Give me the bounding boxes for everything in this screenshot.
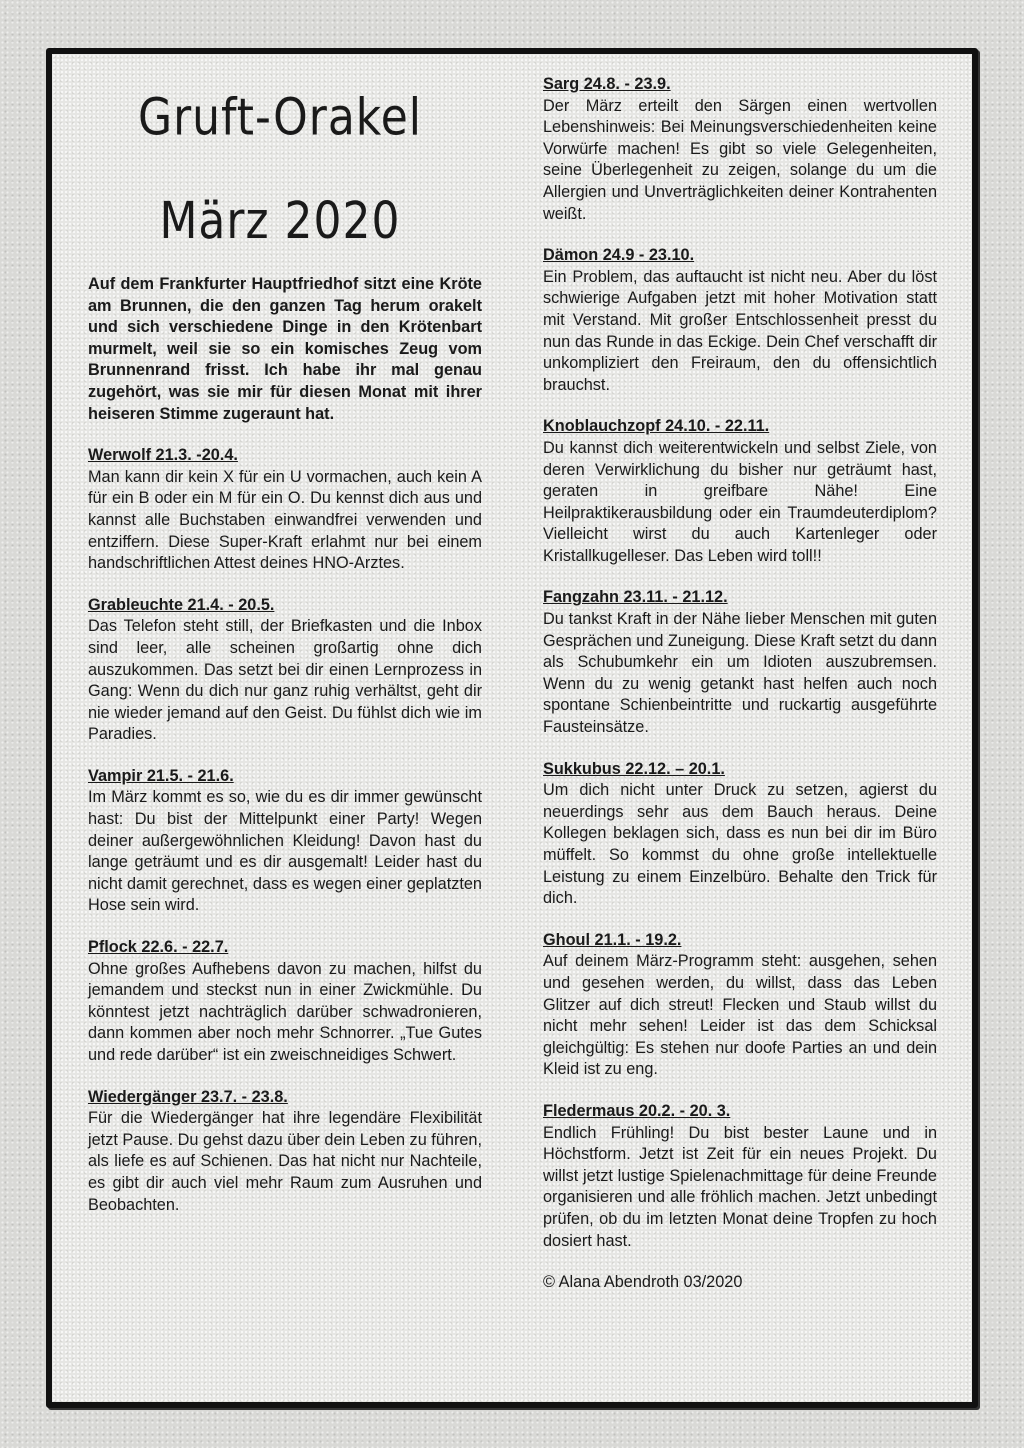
section-heading: Vampir 21.5. - 21.6. <box>88 766 234 785</box>
intro-paragraph: Auf dem Frankfurter Hauptfriedhof sitzt eine Kröte am Brunnen, die den ganzen Tag herum orakelt und sich verschiedene Dinge in den Krötenbart murmelt, weil sie so ein komisches Zeug vom Brunnenrand frisst. Ich habe ihr mal genau zugehört, was sie mir für diesen Monat mit ihrer heiseren Stimme zugeraunt hat. <box>88 275 482 423</box>
section-heading: Pflock 22.6. - 22.7. <box>88 938 229 957</box>
section-text: Der März erteilt den Särgen einen wertvollen Lebenshinweis: Bei Meinungsverschiedenheiten keine Vorwürfe machen! Es gibt so viele Gelegenheiten, seine Überlegenheit zu zeigen, solange du um die Allergien und Unverträglichkeiten deiner Kontrahenten weißt. <box>543 96 937 223</box>
section-text: Endlich Frühling! Du bist bester Laune und in Höchstform. Jetzt ist Zeit für ein neues Projekt. Du willst jetzt lustige Spielenachmittage für deine Freunde organisieren und alle fröhlich machen. Jetzt unbedingt prüfen, ob du im letzten Monat deine Tropfen zu hoch dosiert hast. <box>543 1123 937 1250</box>
page-title <box>78 67 482 274</box>
horoscope-section <box>543 759 937 910</box>
section-heading: Grableuchte 21.4. - 20.5. <box>88 595 275 614</box>
horoscope-section <box>543 245 937 396</box>
section-text: Das Telefon steht still, der Briefkasten und die Inbox sind leer, alle scheinen großartig ohne dich auszukommen. Das setzt bei dir einen Lernprozess in Gang: Wenn du dich nur ganz ruhig verhältst, geht dir nie wieder jemand auf den Geist. Du fühlst dich wie im Paradies. <box>88 617 482 744</box>
section-heading: Sarg 24.8. - 23.9. <box>543 75 671 93</box>
section-text: Auf deinem März-Programm steht: ausgehen, sehen und gesehen werden, du willst, dass das Leben Glitzer auf dich streut! Flecken und Staub willst du nicht mehr sehen! Leider ist das dem Schicksal gleichgültig: Es stehen nur doofe Parties an und dein Kleid ist zu eng. <box>543 952 937 1079</box>
section-heading: Ghoul 21.1. - 19.2. <box>543 930 682 949</box>
section-heading: Knoblauchzopf 24.10. - 22.11. <box>543 417 770 436</box>
section-text: Man kann dir kein X für ein U vormachen, auch kein A für ein B oder ein M für ein O. Du kennst dich aus und kannst alle Buchstaben einwandfrei verwenden und entziffern. Diese Super-Kraft erlahmt nur bei einem handschriftlichen Attest deines HNO-Arztes. <box>88 467 482 573</box>
horoscope-section <box>543 74 937 225</box>
section-text: Du tankst Kraft in der Nähe lieber Menschen mit guten Gesprächen und Zuneigung. Diese Kraft setzt du dann als Schubumkehr ein um Idioten auszubremsen. Wenn du zu wenig getankt hast helfen auch noch spontane Schienbeintritte und ruckartig ausgeführte Fausteinsätze. <box>543 610 937 737</box>
horoscope-section <box>88 445 482 575</box>
section-text: Ohne großes Aufhebens davon zu machen, hilfst du jemandem und steckst nun in einer Zwickmühle. Du könntest jetzt nachträglich darüber schwadronieren, dann kommen aber noch mehr Schnorrer. „Tue Gutes und rede darüber“ ist ein zweischneidiges Schwert. <box>88 959 482 1064</box>
horoscope-section <box>543 930 937 1081</box>
section-heading: Sukkubus 22.12. – 20.1. <box>543 759 725 778</box>
section-heading: Werwolf 21.3. -20.4. <box>88 446 238 465</box>
section-text: Ein Problem, das auftaucht ist nicht neu. Aber du löst schwierige Aufgaben jetzt mit hoher Motivation statt mit Verstand. Mit großer Entschlossenheit presst du nun das Runde in das Eckige. Dein Chef verschafft dir unkompliziert den Freiraum, den du offensichtlich brauchst. <box>543 267 937 394</box>
section-heading: Dämon 24.9 - 23.10. <box>543 246 695 265</box>
title-line-1: Gruft-Orakel <box>137 88 423 147</box>
section-text: Du kannst dich weiterentwickeln und selbst Ziele, von deren Verwirklichung du bisher nur geträumt hast, geraten in greifbare Nähe! Eine Heilpraktikerausbildung oder ein Traumdeuterdiplom? Vielleicht wirst du auch Kartenleger oder Kristallkugelleser. Das Leben wird toll!! <box>543 438 937 565</box>
horoscope-section <box>543 587 937 738</box>
title-line-2: März 2020 <box>159 191 401 251</box>
section-heading: Fangzahn 23.11. - 21.12. <box>543 588 728 607</box>
horoscope-section <box>88 595 482 746</box>
horoscope-section <box>88 1087 482 1217</box>
section-heading: Fledermaus 20.2. - 20. 3. <box>543 1101 731 1120</box>
section-heading: Wiedergänger 23.7. - 23.8. <box>88 1087 288 1106</box>
copyright-notice: © Alana Abendroth 03/2020 <box>543 1273 743 1292</box>
section-text: Um dich nicht unter Druck zu setzen, agierst du neuerdings sehr aus dem Bauch heraus. Deine Kollegen beklagen sich, dass es nun bei dir im Büro müffelt. So kommst du ohne große intellektuelle Leistung zu einem Einzelbüro. Behalte den Trick für dich. <box>543 781 937 908</box>
right-column <box>543 74 937 1294</box>
horoscope-section <box>543 1101 937 1252</box>
section-text: Für die Wiedergänger hat ihre legendäre Flexibilität jetzt Pause. Du gehst dazu über dein Leben zu führen, als liefe es auf Schienen. Das hat nicht nur Nachteile, es gibt dir auch viel mehr Raum zum Ausruhen und Beobachten. <box>88 1109 482 1214</box>
section-text: Im März kommt es so, wie du es dir immer gewünscht hast: Du bist der Mittelpunkt einer Party! Wegen deiner außergewöhnlichen Kleidung! Davon hast du lange geträumt und es dir ausgemalt! Leider hast du nicht damit gerechnet, dass es wegen einer geplatzten Hose sein wird. <box>88 788 482 915</box>
horoscope-section <box>543 416 937 567</box>
left-column <box>88 80 482 1216</box>
horoscope-section <box>88 766 482 917</box>
horoscope-section <box>88 937 482 1067</box>
